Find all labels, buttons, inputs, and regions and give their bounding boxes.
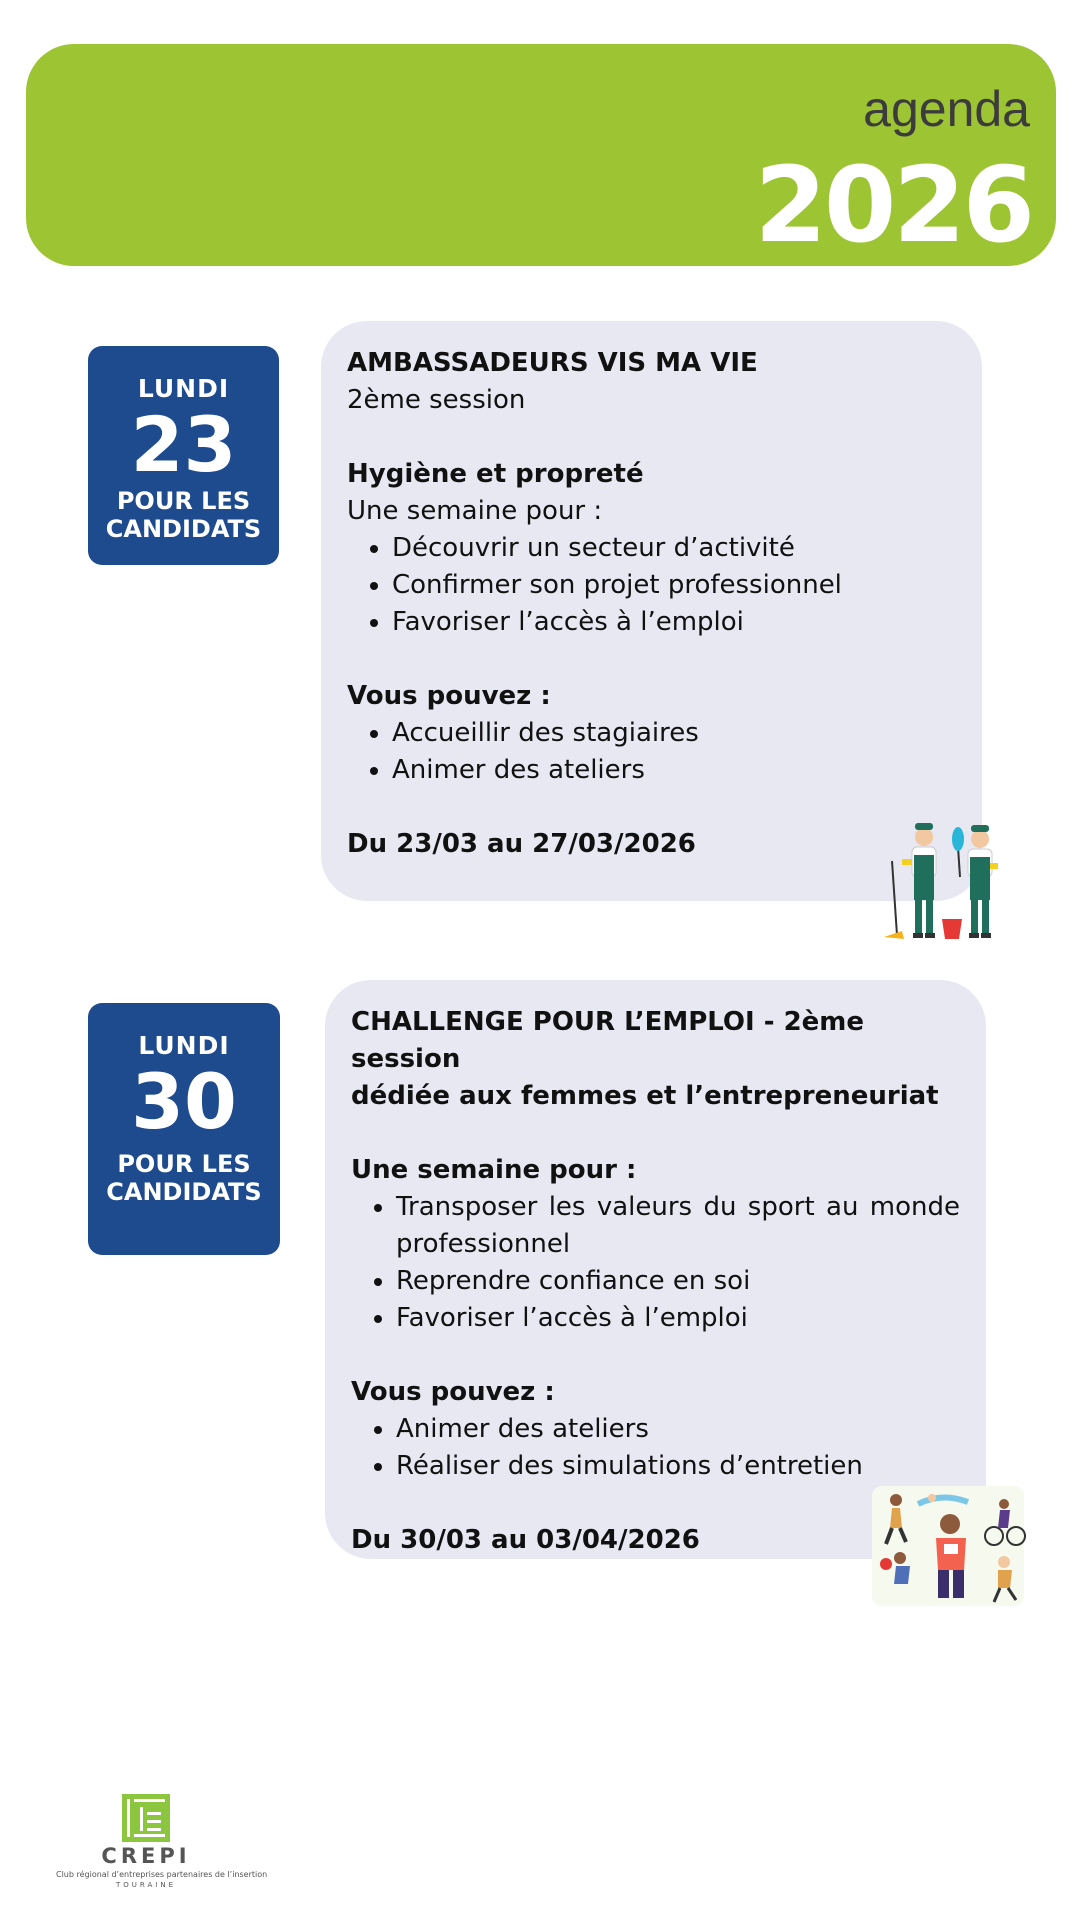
- crepi-logo-region: TOURAINE: [115, 1881, 176, 1889]
- event-1-day: LUNDI: [137, 374, 230, 403]
- event-1-card: [321, 321, 982, 901]
- event-2-card: [325, 980, 986, 1559]
- event-1-intro: Une semaine pour :: [347, 496, 603, 526]
- crepi-logo-name: CREPI: [101, 1844, 191, 1868]
- event-1-audience-line2: CANDIDATS: [105, 515, 262, 543]
- event-1-goals-list: [347, 530, 956, 641]
- event-1-period: Du 23/03 au 27/03/2026: [347, 829, 696, 859]
- list-item: • Confirmer son projet professionnel: [392, 567, 956, 604]
- event-1-date-badge: [88, 346, 279, 565]
- list-item: • Découvrir un secteur d’activité: [392, 530, 956, 567]
- list-item: • Reprendre confiance en soi: [396, 1263, 960, 1300]
- list-item: • Transposer les valeurs du sport au monde professionnel: [396, 1189, 960, 1263]
- agenda-header: [26, 44, 1056, 266]
- crepi-logo-mark-icon: [122, 1794, 170, 1842]
- sports-illustration: [870, 1484, 1026, 1608]
- cleaning-staff-illustration: [862, 815, 1002, 945]
- event-1-title: AMBASSADEURS VIS MA VIE: [347, 348, 758, 378]
- list-item: • Accueillir des stagiaires: [392, 715, 956, 752]
- list-item: • Favoriser l’accès à l’emploi: [392, 604, 956, 641]
- event-2-audience-line1: POUR LES: [117, 1150, 251, 1178]
- event-2-actions-list: [351, 1411, 960, 1485]
- event-2-title-line2: dédiée aux femmes et l’entrepreneuriat: [351, 1081, 939, 1111]
- crepi-logo-tagline: Club régional d’entreprises partenaires de l’insertion: [56, 1870, 268, 1879]
- list-item: • Animer des ateliers: [396, 1411, 960, 1448]
- event-1-subtitle: 2ème session: [347, 385, 526, 415]
- event-1-audience-line1: POUR LES: [116, 487, 251, 515]
- crepi-logo: [56, 1794, 268, 1894]
- agenda-year: 2026: [754, 144, 1032, 266]
- agenda-label: agenda: [863, 81, 1030, 137]
- event-1-theme: Hygiène et propreté: [347, 459, 644, 489]
- event-2-actions-label: Vous pouvez :: [351, 1377, 555, 1407]
- event-2-goals-list: [351, 1189, 960, 1337]
- list-item: • Favoriser l’accès à l’emploi: [396, 1300, 960, 1337]
- event-1-actions-list: [347, 715, 956, 789]
- event-2-title-line1: CHALLENGE POUR L’EMPLOI - 2ème session: [351, 1007, 865, 1074]
- list-item: • Animer des ateliers: [392, 752, 956, 789]
- event-2-day: LUNDI: [138, 1031, 230, 1060]
- event-2-date: 30: [131, 1057, 237, 1146]
- event-2-period: Du 30/03 au 03/04/2026: [351, 1525, 700, 1555]
- event-1-date: 23: [130, 400, 237, 489]
- event-2-intro: Une semaine pour :: [351, 1155, 637, 1185]
- list-item: • Réaliser des simulations d’entretien: [396, 1448, 960, 1485]
- event-2-date-badge: [88, 1003, 280, 1255]
- event-1-actions-label: Vous pouvez :: [347, 681, 551, 711]
- event-2-audience-line2: CANDIDATS: [106, 1178, 262, 1206]
